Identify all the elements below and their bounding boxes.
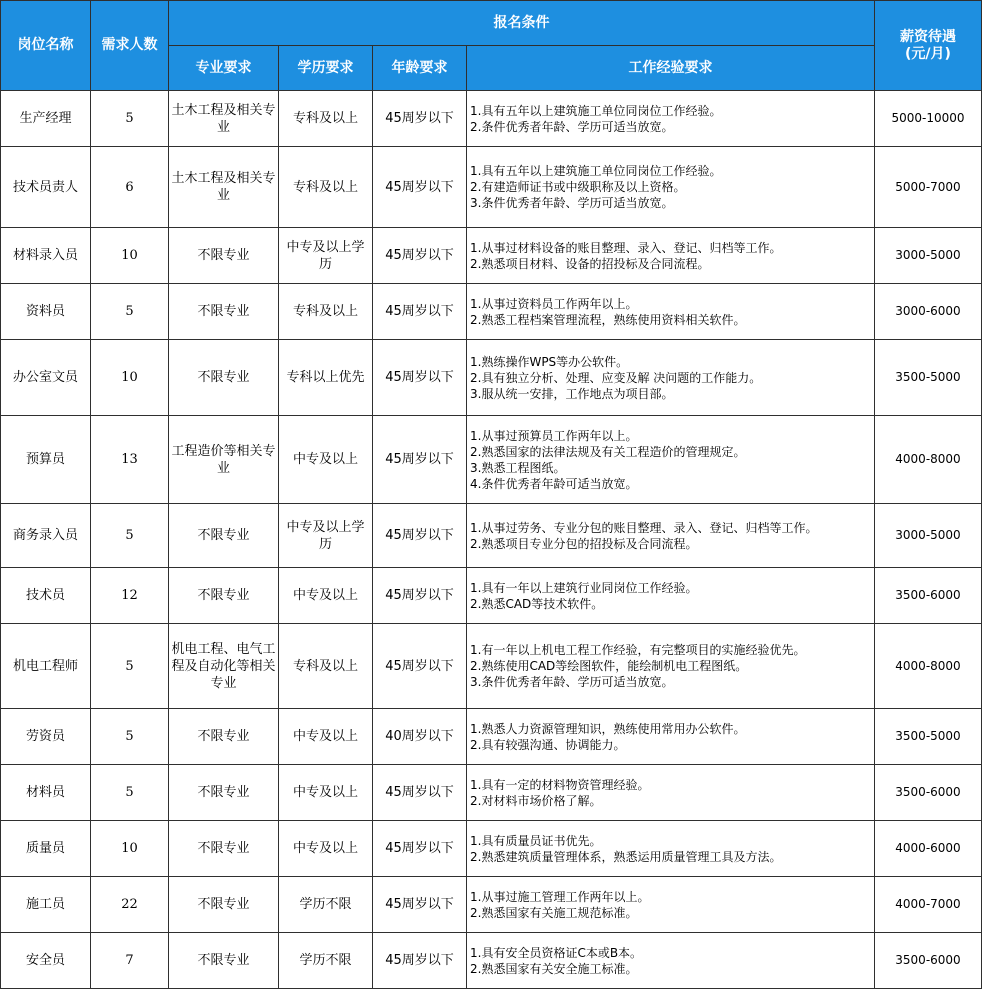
cell-salary: 3000-5000 — [875, 504, 982, 568]
cell-position: 机电工程师 — [1, 624, 91, 709]
table-row — [1, 340, 982, 416]
header-experience: 工作经验要求 — [467, 46, 875, 91]
cell-experience — [467, 877, 875, 933]
header-conditions: 报名条件 — [169, 1, 875, 46]
table-row — [1, 147, 982, 228]
cell-count: 5 — [91, 504, 169, 568]
experience-line: 2.熟悉国家有关施工规范标准。 — [470, 905, 638, 920]
cell-major: 不限专业 — [169, 340, 279, 416]
cell-major: 不限专业 — [169, 284, 279, 340]
cell-position: 安全员 — [1, 933, 91, 989]
cell-position: 商务录入员 — [1, 504, 91, 568]
experience-line: 2.熟悉国家的法律法规及有关工程造价的管理规定。 — [470, 444, 746, 459]
table-row — [1, 504, 982, 568]
cell-count: 5 — [91, 765, 169, 821]
cell-major: 不限专业 — [169, 568, 279, 624]
experience-line: 1.从事过预算员工作两年以上。 — [470, 428, 638, 443]
cell-major: 土木工程及相关专业 — [169, 91, 279, 147]
cell-count: 22 — [91, 877, 169, 933]
cell-count: 5 — [91, 709, 169, 765]
cell-position: 技术员 — [1, 568, 91, 624]
cell-education: 专科及以上 — [279, 284, 373, 340]
cell-count: 5 — [91, 284, 169, 340]
cell-salary: 3000-5000 — [875, 228, 982, 284]
cell-age: 45周岁以下 — [373, 284, 467, 340]
cell-count: 5 — [91, 91, 169, 147]
experience-line: 1.具有一定的材料物资管理经验。 — [470, 777, 650, 792]
table-row — [1, 821, 982, 877]
cell-salary: 5000-7000 — [875, 147, 982, 228]
cell-salary: 3500-6000 — [875, 933, 982, 989]
header-education: 学历要求 — [279, 46, 373, 91]
cell-count: 5 — [91, 624, 169, 709]
cell-experience — [467, 147, 875, 228]
experience-line: 1.具有五年以上建筑施工单位同岗位工作经验。 — [470, 164, 722, 178]
experience-line: 1.从事过资料员工作两年以上。 — [470, 296, 638, 311]
table-row — [1, 765, 982, 821]
cell-count: 7 — [91, 933, 169, 989]
experience-line: 1.从事过劳务、专业分包的账目整理、录入、登记、归档等工作。 — [470, 520, 818, 535]
cell-experience — [467, 91, 875, 147]
cell-salary: 4000-8000 — [875, 416, 982, 504]
cell-experience — [467, 340, 875, 416]
cell-education: 学历不限 — [279, 933, 373, 989]
experience-line: 2.熟悉CAD等技术软件。 — [470, 596, 604, 611]
cell-count: 12 — [91, 568, 169, 624]
cell-experience — [467, 228, 875, 284]
cell-position: 技术员责人 — [1, 147, 91, 228]
cell-major: 不限专业 — [169, 765, 279, 821]
cell-education: 中专及以上学历 — [279, 228, 373, 284]
table-row — [1, 709, 982, 765]
cell-experience — [467, 284, 875, 340]
cell-education: 中专及以上 — [279, 765, 373, 821]
table-row — [1, 877, 982, 933]
cell-age: 45周岁以下 — [373, 765, 467, 821]
cell-count: 10 — [91, 228, 169, 284]
header-position: 岗位名称 — [1, 1, 91, 91]
cell-experience — [467, 765, 875, 821]
cell-experience — [467, 504, 875, 568]
cell-education: 专科以上优先 — [279, 340, 373, 416]
experience-line: 2.有建造师证书或中级职称及以上资格。 — [470, 180, 686, 194]
experience-line: 1.从事过施工管理工作两年以上。 — [470, 889, 650, 904]
table-body — [1, 91, 982, 989]
experience-line: 2.熟悉工程档案管理流程，熟练使用资料相关软件。 — [470, 312, 746, 327]
cell-age: 45周岁以下 — [373, 340, 467, 416]
cell-salary: 4000-6000 — [875, 821, 982, 877]
cell-salary: 5000-10000 — [875, 91, 982, 147]
table-header — [1, 1, 982, 91]
cell-major: 不限专业 — [169, 504, 279, 568]
cell-age: 45周岁以下 — [373, 877, 467, 933]
cell-major: 不限专业 — [169, 709, 279, 765]
cell-salary: 4000-8000 — [875, 624, 982, 709]
cell-position: 劳资员 — [1, 709, 91, 765]
cell-count: 10 — [91, 821, 169, 877]
experience-line: 2.条件优秀者年龄、学历可适当放宽。 — [470, 119, 674, 134]
cell-education: 中专及以上 — [279, 416, 373, 504]
cell-age: 45周岁以下 — [373, 821, 467, 877]
cell-education: 专科及以上 — [279, 624, 373, 709]
experience-line: 1.有一年以上机电工程工作经验，有完整项目的实施经验优先。 — [470, 643, 806, 657]
cell-experience — [467, 416, 875, 504]
cell-age: 40周岁以下 — [373, 709, 467, 765]
cell-major: 土木工程及相关专业 — [169, 147, 279, 228]
table-row — [1, 91, 982, 147]
experience-line: 1.具有安全员资格证C本或B本。 — [470, 945, 643, 960]
experience-line: 1.具有一年以上建筑行业同岗位工作经验。 — [470, 580, 698, 595]
cell-position: 质量员 — [1, 821, 91, 877]
experience-line: 2.具有独立分析、处理、应变及解 决问题的工作能力。 — [470, 370, 762, 385]
cell-experience — [467, 568, 875, 624]
table-row — [1, 416, 982, 504]
experience-line: 2.熟悉项目材料、设备的招投标及合同流程。 — [470, 256, 710, 271]
experience-line: 3.条件优秀者年龄、学历可适当放宽。 — [470, 675, 674, 689]
header-count: 需求人数 — [91, 1, 169, 91]
experience-line: 1.熟练操作WPS等办公软件。 — [470, 354, 629, 369]
cell-education: 中专及以上学历 — [279, 504, 373, 568]
cell-count: 6 — [91, 147, 169, 228]
cell-age: 45周岁以下 — [373, 933, 467, 989]
cell-education: 专科及以上 — [279, 91, 373, 147]
cell-age: 45周岁以下 — [373, 91, 467, 147]
cell-position: 生产经理 — [1, 91, 91, 147]
cell-education: 专科及以上 — [279, 147, 373, 228]
experience-line: 1.从事过材料设备的账目整理、录入、登记、归档等工作。 — [470, 240, 782, 255]
cell-salary: 3500-6000 — [875, 568, 982, 624]
experience-line: 1.熟悉人力资源管理知识，熟练使用常用办公软件。 — [470, 721, 746, 736]
cell-age: 45周岁以下 — [373, 416, 467, 504]
experience-line: 1.具有五年以上建筑施工单位同岗位工作经验。 — [470, 103, 722, 118]
experience-line: 3.熟悉工程图纸。 — [470, 460, 566, 475]
experience-line: 2.熟悉项目专业分包的招投标及合同流程。 — [470, 536, 698, 551]
experience-line: 3.服从统一安排，工作地点为项目部。 — [470, 386, 674, 401]
table-row — [1, 228, 982, 284]
cell-major: 不限专业 — [169, 933, 279, 989]
cell-experience — [467, 709, 875, 765]
cell-age: 45周岁以下 — [373, 147, 467, 228]
header-salary-line1: 薪资待遇 — [900, 28, 956, 45]
cell-salary: 3500-5000 — [875, 340, 982, 416]
header-major: 专业要求 — [169, 46, 279, 91]
cell-salary: 3500-6000 — [875, 765, 982, 821]
cell-major: 不限专业 — [169, 877, 279, 933]
cell-education: 中专及以上 — [279, 709, 373, 765]
cell-age: 45周岁以下 — [373, 504, 467, 568]
cell-experience — [467, 933, 875, 989]
cell-count: 13 — [91, 416, 169, 504]
experience-line: 1.具有质量员证书优先。 — [470, 833, 602, 848]
cell-position: 材料录入员 — [1, 228, 91, 284]
cell-position: 材料员 — [1, 765, 91, 821]
cell-age: 45周岁以下 — [373, 568, 467, 624]
cell-salary: 3000-6000 — [875, 284, 982, 340]
cell-count: 10 — [91, 340, 169, 416]
cell-position: 资料员 — [1, 284, 91, 340]
header-salary — [875, 1, 982, 91]
cell-major: 机电工程、电气工程及自动化等相关专业 — [169, 624, 279, 709]
experience-line: 2.熟练使用CAD等绘图软件，能绘制机电工程图纸。 — [470, 659, 748, 673]
cell-experience — [467, 624, 875, 709]
header-salary-line2: (元/月) — [905, 45, 951, 62]
cell-age: 45周岁以下 — [373, 624, 467, 709]
table-row — [1, 933, 982, 989]
cell-education: 中专及以上 — [279, 821, 373, 877]
cell-position: 预算员 — [1, 416, 91, 504]
experience-line: 2.熟悉国家有关安全施工标准。 — [470, 961, 638, 976]
experience-line: 4.条件优秀者年龄可适当放宽。 — [470, 476, 638, 491]
cell-salary: 4000-7000 — [875, 877, 982, 933]
cell-age: 45周岁以下 — [373, 228, 467, 284]
header-age: 年龄要求 — [373, 46, 467, 91]
experience-line: 2.对材料市场价格了解。 — [470, 793, 602, 808]
cell-major: 工程造价等相关专业 — [169, 416, 279, 504]
cell-major: 不限专业 — [169, 821, 279, 877]
experience-line: 2.熟悉建筑质量管理体系，熟悉运用质量管理工具及方法。 — [470, 849, 782, 864]
cell-experience — [467, 821, 875, 877]
table-row — [1, 624, 982, 709]
experience-line: 2.具有较强沟通、协调能力。 — [470, 737, 626, 752]
cell-position: 施工员 — [1, 877, 91, 933]
cell-salary: 3500-5000 — [875, 709, 982, 765]
table-row — [1, 568, 982, 624]
cell-major: 不限专业 — [169, 228, 279, 284]
cell-education: 中专及以上 — [279, 568, 373, 624]
experience-line: 3.条件优秀者年龄、学历可适当放宽。 — [470, 196, 674, 210]
cell-education: 学历不限 — [279, 877, 373, 933]
table-row — [1, 284, 982, 340]
cell-position: 办公室文员 — [1, 340, 91, 416]
